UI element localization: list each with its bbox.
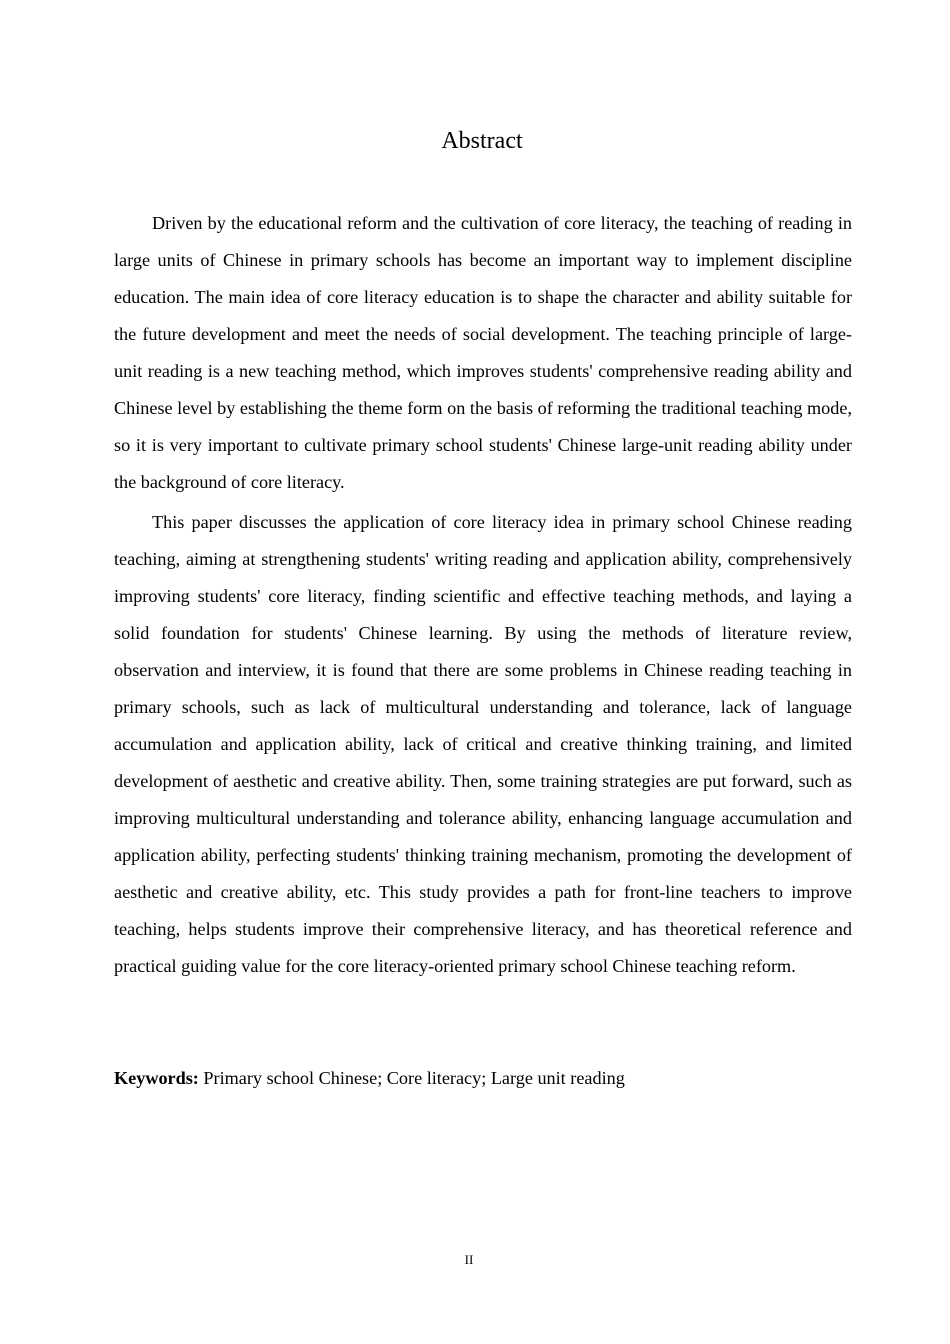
keywords-label: Keywords: [114,1068,199,1088]
abstract-paragraph-1: Driven by the educational reform and the cultivation of core literacy, the teaching of reading in large units of Chinese in primary schools has become an important way to implement discipline education. The main idea of core literacy education is to shape the character and ability suitable for the future development and meet the needs of social development. The teaching principle of large-unit reading is a new teaching method, which improves students' comprehensive reading ability and Chinese level by establishing the theme form on the basis of reforming the traditional teaching mode, so it is very important to cultivate primary school students' Chinese large-unit reading ability under the background of core literacy. [114,213,852,492]
keywords-line [114,1064,852,1092]
abstract-title: Abstract [441,128,523,154]
keywords-text: Primary school Chinese; Core literacy; Large unit reading [203,1068,625,1088]
abstract-body [114,205,852,988]
page-number: II [464,1252,474,1267]
abstract-paragraph-2: This paper discusses the application of core literacy idea in primary school Chinese reading teaching, aiming at strengthening students' writing reading and application ability, comprehensively improving students' core literacy, finding scientific and effective teaching methods, and laying a solid foundation for students' Chinese learning. By using the methods of literature review, observation and interview, it is found that there are some problems in Chinese reading teaching in primary schools, such as lack of multicultural understanding and tolerance, lack of language accumulation and application ability, lack of critical and creative thinking training, and limited development of aesthetic and creative ability. Then, some training strategies are put forward, such as improving multicultural understanding and tolerance ability, enhancing language accumulation and application ability, perfecting students' thinking training mechanism, promoting the development of aesthetic and creative ability, etc. This study provides a path for front-line teachers to improve teaching, helps students improve their comprehensive literacy, and has theoretical reference and practical guiding value for the core literacy-oriented primary school Chinese teaching reform. [114,512,852,976]
